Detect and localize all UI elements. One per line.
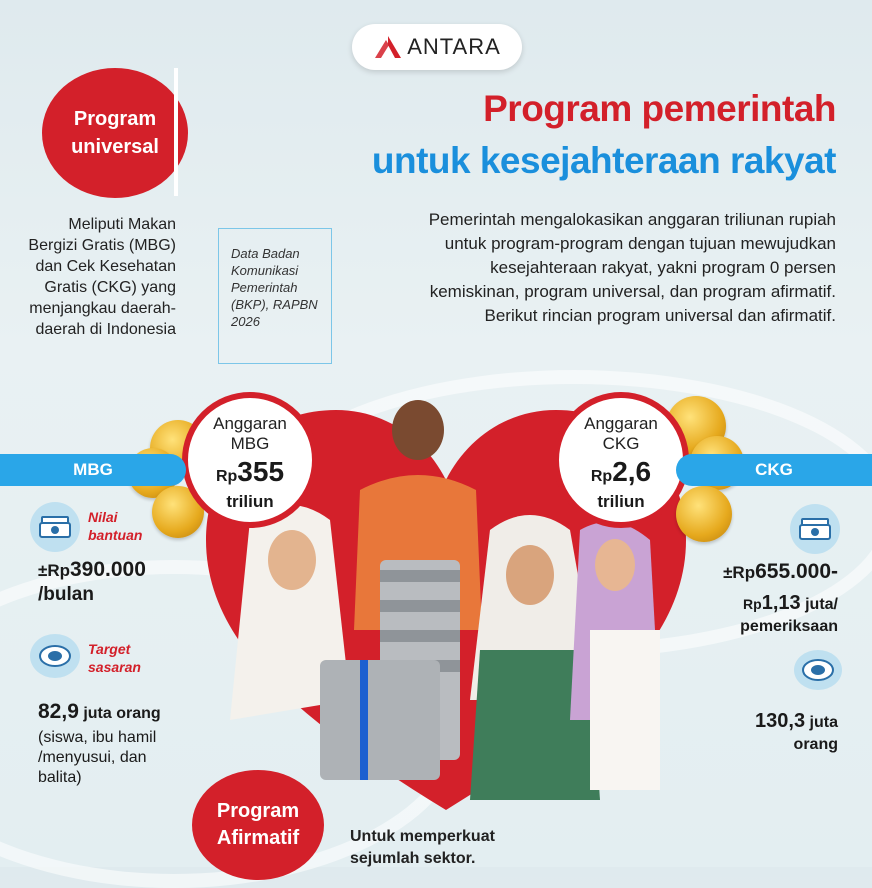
ckg-target-unit: orang [793, 736, 838, 753]
antara-logo-icon [373, 34, 403, 60]
ckg-target-value [688, 710, 838, 733]
ckg-nilai-unit: pemeriksaan [740, 618, 838, 635]
amount-value: 1,13 [761, 592, 801, 614]
currency: Rp [743, 596, 762, 612]
nilai-bantuan-unit: /bulan [38, 584, 94, 605]
intro-paragraph: Pemerintah mengalokasikan anggaran triliunan rupiah untuk program-program dengan tujuan mewujudkan kesejahteraan rakyat, yakni program 0 persen kemiskinan, program universal, dan program afirmatif. Berikut rincian program universal dan afirmatif. [428, 210, 836, 325]
target-number: 130,3 [755, 710, 806, 732]
anggaran-ckg-circle [553, 392, 689, 528]
anggaran-amount [559, 456, 683, 493]
target-icon [30, 634, 80, 678]
anggaran-amount [188, 456, 312, 493]
currency: ±Rp [723, 563, 756, 582]
target-unit: juta orang [83, 705, 161, 722]
target-number: 82,9 [38, 700, 79, 723]
target-unit: juta [809, 714, 838, 731]
program-universal-description: Meliputi Makan Bergizi Gratis (MBG) dan Cek Kesehatan Gratis (CKG) yang menjangkau daerah-daerah di Indonesia [28, 216, 176, 338]
ckg-pill: CKG [676, 454, 872, 486]
program-afirmatif-label: Program Afirmatif [216, 800, 300, 849]
nilai-bantuan-value [38, 558, 146, 582]
money-stack-icon [790, 504, 840, 554]
anggaran-mbg-circle [182, 392, 318, 528]
anggaran-program: CKG [602, 434, 640, 453]
mbg-pill: MBG [0, 454, 186, 486]
currency: ±Rp [38, 561, 70, 580]
amount-value: 2,6 [612, 456, 652, 487]
source-note: Data Badan Komunikasi Pemerintah (BKP), RAPBN 2026 [218, 228, 332, 364]
title-line-2: untuk kesejahteraan rakyat [371, 140, 836, 181]
program-universal-label: Program universal [71, 108, 159, 158]
nilai-bantuan-label: Nilai bantuan [88, 509, 143, 543]
program-afirmatif-description: Untuk memperkuat sejumlah sektor. [350, 828, 495, 867]
anggaran-program: MBG [230, 434, 270, 453]
anggaran-label: Anggaran [584, 414, 658, 433]
anggaran-label: Anggaran [213, 414, 287, 433]
target-icon [794, 650, 842, 690]
ckg-nilai-value-2 [688, 592, 838, 615]
money-stack-icon [30, 502, 80, 552]
title-line-1: Program pemerintah [483, 88, 836, 129]
badge-stripe [174, 68, 178, 196]
target-sasaran-value [38, 700, 161, 724]
amount-value: 355 [237, 456, 285, 487]
ckg-nilai-value-1 [688, 560, 838, 584]
anggaran-unit: triliun [597, 492, 645, 511]
antara-logo [352, 24, 522, 70]
anggaran-unit: triliun [226, 492, 274, 511]
amount-value: 390.000 [70, 558, 146, 581]
program-afirmatif-badge [192, 770, 324, 880]
coin-decoration [676, 486, 732, 542]
program-universal-badge [42, 68, 188, 198]
currency: Rp [215, 468, 238, 485]
target-sasaran-label: Target sasaran [88, 641, 141, 675]
target-sasaran-detail: (siswa, ibu hamil /menyusui, dan balita) [38, 729, 157, 786]
currency: Rp [590, 468, 613, 485]
amount-unit: juta/ [805, 596, 838, 613]
amount-value: 655.000- [755, 560, 838, 583]
logo-text: ANTARA [407, 34, 501, 59]
